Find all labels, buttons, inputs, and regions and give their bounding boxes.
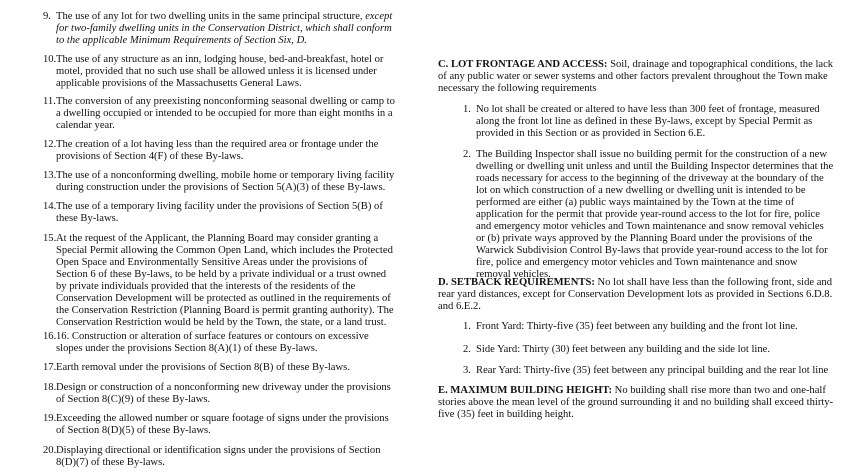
item-text: The use of any structure as an inn, lodging house, bed-and-breakfast, hotel or motel, provided that no such use shall be allowed unless it is licensed under applicable provisions of the Massachusetts General Laws. [56, 54, 384, 89]
list-item-18 [43, 382, 395, 406]
item-text: Design or construction of a nonconforming new driveway under the provisions of Section 8(C)(9) of these By-laws. [56, 382, 391, 405]
section-d-item-1 [463, 321, 834, 333]
item-number: 12. [43, 139, 57, 150]
list-item-16 [43, 331, 395, 355]
item-text: 16. Construction or alteration of surface features or contours on excessive slopes under the provisions Section 8(A)(1) of these By-laws. [56, 331, 369, 354]
item-text: The use of a nonconforming dwelling, mobile home or temporary living facility during construction under the provisions of Section 5(A)(3) of these By-laws. [56, 170, 395, 193]
item-text: The Building Inspector shall issue no building permit for the construction of a new dwelling or dwelling unit unless and until the Building Inspector determines that the roads necessary for access to the beginning of the driveway at the boundary of the lot on which construction of a new dwelling or dwelling unit is intended to be performed are either (a) public ways maintained by the Town at the time of application for the permit that provide year-round access to the lot for fire, police and emergency motor vehicles and Town maintenance and snow removal vehicles or (b) private ways approved by the Planning Board under the provisions of the Warwick Subdivision Control By-laws that provide year-round access to the lot for fire, police and emergency motor vehicles and Town maintenance and snow removal vehicles. [476, 149, 834, 280]
item-number: 15. [43, 233, 57, 244]
list-item-15 [43, 233, 395, 329]
item-number: 11. [43, 96, 56, 107]
list-item-12 [43, 139, 395, 163]
section-d-item-3 [463, 365, 834, 377]
list-item-17 [43, 362, 395, 374]
item-number: 10. [43, 54, 57, 65]
section-d-item-2 [463, 344, 834, 356]
list-item-9 [43, 11, 395, 47]
item-text: The conversion of any preexisting nonconforming seasonal dwelling or camp to a dwelling occupied or intended to be occupied for more than eight months in a calendar year. [56, 96, 395, 131]
item-number: 17. [43, 362, 57, 373]
item-text: The use of any lot for two dwelling units in the same principal structure, except for two-family dwelling units in the Conservation District, which shall conform to the applicable Minimum Requirements of Section Six, D. [56, 11, 393, 46]
item-number: 16. [43, 331, 57, 342]
item-number: 1. [463, 321, 471, 332]
list-item-14 [43, 201, 395, 225]
item-number: 18. [43, 382, 57, 393]
item-text: Exceeding the allowed number or square footage of signs under the provisions of Section 8(D)(5) of these By-laws. [56, 413, 389, 436]
section-c-text: Soil, drainage and topographical conditions, the lack of any public water or sewer systems and other factors prevalent throughout the Town make necessary the following requirements [438, 59, 834, 94]
item-number: 2. [463, 149, 471, 160]
item-text: The use of a temporary living facility under the provisions of Section 5(B) of these By-laws. [56, 201, 383, 224]
section-e-heading: E. MAXIMUM BUILDING HEIGHT: [438, 385, 613, 396]
section-d-text: No lot shall have less than the following front, side and rear yard distances, except for Conservation Development lots as provided in Sections 6.D.8. and 6.E.2. [438, 277, 833, 312]
section-c-item-1 [463, 104, 834, 140]
item-italic-text: except for two-family dwelling units in the Conservation District, which shall conform to the applicable Minimum Requirements of Section Six, D. [56, 11, 393, 46]
item-text: Front Yard: Thirty-five (35) feet between any building and the front lot line. [476, 321, 798, 332]
item-number: 20. [43, 445, 57, 456]
list-item-13 [43, 170, 395, 194]
item-text: The creation of a lot having less than the required area or frontage under the provisions of Section 4(F) of these By-laws. [56, 139, 379, 162]
item-text: Rear Yard: Thirty-five (35) feet between any principal building and the rear lot line [476, 365, 829, 376]
list-item-11 [43, 96, 395, 132]
item-number: 2. [463, 344, 471, 355]
section-d-setback [438, 277, 834, 313]
item-text: Earth removal under the provisions of Section 8(B) of these By-laws. [56, 362, 350, 373]
item-number: 13. [43, 170, 57, 181]
section-c-heading: C. LOT FRONTAGE AND ACCESS: [438, 59, 608, 70]
item-text: No lot shall be created or altered to have less than 300 feet of frontage, measured along the front lot line as defined in these By-laws, except by Special Permit as provided in this Section or as provided in Section 6.E. [476, 104, 820, 139]
section-d-heading: D. SETBACK REQUIREMENTS: [438, 277, 595, 288]
item-number: 1. [463, 104, 471, 115]
section-e-height [438, 385, 834, 421]
section-e-text: No building shall rise more than two and one-half stories above the mean level of the ground surrounding it and no building shall exceed thirty-five (35) feet in building height. [438, 385, 834, 420]
section-c-item-2 [463, 149, 834, 281]
list-item-20 [43, 445, 395, 469]
item-text: At the request of the Applicant, the Planning Board may consider granting a Special Permit allowing the Common Open Land, which includes the Protected Open Space and Environmentally Sensitive Areas under the provisions of Section 6 of these By-laws, to be held by a private individual or a trust owned by private individuals provided that the interests of the residents of the Conservation Development will be protected as outlined in the requirements of the Conservation Restriction (Planning Board is permit granting authority). The Conservation Restriction would be held by the Town, the state, or a land trust. [56, 233, 394, 328]
list-item-19 [43, 413, 395, 437]
section-c-lot-frontage [438, 59, 834, 95]
item-text: Displaying directional or identification signs under the provisions of Section 8(D)(7) of these By-laws. [56, 445, 381, 468]
list-item-10 [43, 54, 395, 90]
item-number: 3. [463, 365, 471, 376]
item-number: 9. [43, 11, 51, 22]
item-text: Side Yard: Thirty (30) feet between any building and the side lot line. [476, 344, 771, 355]
item-number: 19. [43, 413, 57, 424]
item-number: 14. [43, 201, 57, 212]
